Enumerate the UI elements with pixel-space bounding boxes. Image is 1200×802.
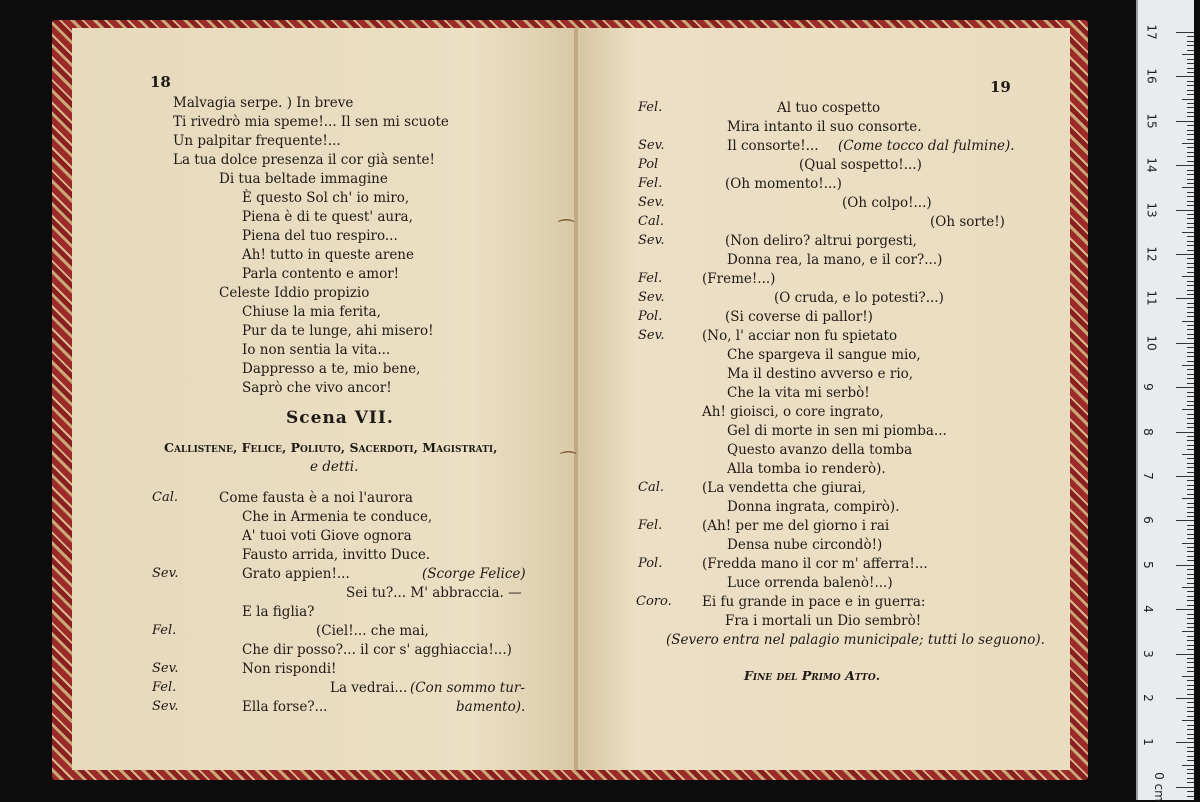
ruler-tick [1187, 267, 1194, 268]
ruler-tick [1187, 316, 1194, 317]
stage-direction: (Come tocco dal fulmine). [838, 138, 1015, 154]
ruler-label: 17 [1144, 24, 1159, 40]
ruler-tick [1187, 374, 1194, 375]
dialogue-line: (Ciel!... che mai, [316, 623, 429, 639]
speaker: Coro. [636, 594, 672, 609]
ruler-tick [1187, 361, 1194, 362]
speaker: Fel. [152, 680, 177, 695]
ruler-tick [1187, 214, 1194, 215]
speaker: Pol. [638, 309, 663, 324]
dialogue-line: Al tuo cospetto [777, 100, 881, 116]
ruler-tick [1187, 560, 1194, 561]
ruler-tick [1176, 698, 1194, 699]
ruler-tick [1176, 432, 1194, 433]
ruler-tick [1187, 94, 1194, 95]
ruler-tick [1187, 245, 1194, 246]
ruler-tick [1187, 352, 1194, 353]
ruler-tick [1182, 454, 1194, 455]
dialogue-line: E la figlia? [242, 604, 315, 620]
ruler-tick [1187, 281, 1194, 282]
dialogue-line: Alla tomba io renderò). [727, 461, 886, 477]
ruler-tick [1187, 591, 1194, 592]
ruler-tick [1187, 574, 1194, 575]
ruler-tick [1187, 294, 1194, 295]
ruler-tick [1182, 587, 1194, 588]
ruler-tick [1187, 134, 1194, 135]
dialogue-line: La vedrai... [330, 680, 408, 696]
ruler-tick [1187, 605, 1194, 606]
verse-line: Un palpitar frequente!... [173, 133, 341, 149]
ruler-tick [1187, 747, 1194, 748]
ruler-tick [1176, 520, 1194, 521]
ruler-tick [1187, 272, 1194, 273]
ruler-tick [1187, 640, 1194, 641]
verse-line: Pur da te lunge, ahi misero! [242, 323, 434, 339]
speaker: Pol. [638, 556, 663, 571]
ruler-tick [1187, 547, 1194, 548]
ruler-tick [1187, 627, 1194, 628]
dialogue-line: Ah! gioisci, o core ingrato, [702, 404, 884, 420]
stage-direction: (Con sommo tur- [410, 680, 525, 696]
ruler-tick [1187, 694, 1194, 695]
cast-list: Callistene, Felice, Poliuto, Sacerdoti, Magistrati, [164, 440, 498, 455]
ruler-tick [1187, 418, 1194, 419]
speaker: Sev. [638, 328, 665, 343]
dialogue-line: (O cruda, e lo potesti?...) [774, 290, 944, 306]
ruler-tick [1187, 512, 1194, 513]
ruler-tick [1187, 662, 1194, 663]
dialogue-line: Il consorte!... [727, 138, 819, 154]
ruler-tick [1187, 90, 1194, 91]
verse-line: Di tua beltade immagine [219, 171, 388, 187]
ruler-tick [1187, 751, 1194, 752]
ruler-label: 10 [1144, 335, 1159, 351]
ruler-tick [1187, 396, 1194, 397]
ruler-tick [1176, 32, 1194, 33]
ruler-tick [1187, 50, 1194, 51]
stage-direction: (Severo entra nel palagio municipale; tutti lo seguono). [666, 632, 1045, 648]
verse-line: Dappresso a te, mio bene, [242, 361, 421, 377]
verse-line: Io non sentia la vita... [242, 342, 391, 358]
dialogue-line: (No, l' acciar non fu spietato [702, 328, 898, 344]
ruler-label: 5 [1140, 560, 1155, 569]
dialogue-line: Ei fu grande in pace e in guerra: [702, 594, 926, 610]
ruler-tick [1187, 59, 1194, 60]
dialogue-line: (Qual sospetto!...) [799, 157, 922, 173]
ruler-tick [1182, 187, 1194, 188]
ruler-tick [1187, 796, 1194, 797]
ruler-tick [1182, 276, 1194, 277]
ruler-tick [1187, 258, 1194, 259]
speaker: Sev. [638, 290, 665, 305]
ruler-tick [1187, 218, 1194, 219]
ruler-tick [1187, 507, 1194, 508]
ruler-label: 2 [1140, 694, 1155, 702]
ruler-tick [1187, 196, 1194, 197]
ruler-tick [1182, 99, 1194, 100]
binding-thread: ⁀ [559, 220, 574, 241]
ruler-tick [1182, 765, 1194, 766]
ruler-tick [1187, 445, 1194, 446]
ruler-tick [1187, 338, 1194, 339]
ruler-tick [1187, 440, 1194, 441]
ruler-tick [1187, 600, 1194, 601]
ruler-tick [1187, 702, 1194, 703]
cast-list-continued: e detti. [310, 459, 359, 475]
speaker: Sev. [638, 138, 665, 153]
ruler-tick [1187, 227, 1194, 228]
dialogue-line: (Oh sorte!) [930, 214, 1005, 230]
ruler-tick [1182, 143, 1194, 144]
ruler-tick [1187, 551, 1194, 552]
ruler-tick [1187, 680, 1194, 681]
ruler-tick [1187, 791, 1194, 792]
speaker: Sev. [638, 233, 665, 248]
ruler-tick [1176, 254, 1194, 255]
dialogue-line: (Ah! per me del giorno i rai [702, 518, 890, 534]
ruler-tick [1187, 556, 1194, 557]
ruler-tick [1187, 170, 1194, 171]
ruler-tick [1187, 72, 1194, 73]
scene-title: Scena VII. [286, 408, 394, 428]
dialogue-line: Che in Armenia te conduce, [242, 509, 433, 525]
dialogue-line: Donna ingrata, compirò). [727, 499, 900, 515]
ruler-tick [1187, 716, 1194, 717]
ruler-tick [1182, 365, 1194, 366]
ruler-tick [1187, 711, 1194, 712]
ruler-tick [1187, 116, 1194, 117]
ruler-label: 16 [1144, 68, 1159, 85]
stage-direction: (Scorge Felice) [422, 566, 526, 582]
ruler-tick [1187, 347, 1194, 348]
ruler-tick [1187, 449, 1194, 450]
ruler-tick [1187, 760, 1194, 761]
dialogue-line: Luce orrenda balenò!...) [727, 575, 893, 591]
ruler-tick [1187, 356, 1194, 357]
speaker: Sev. [638, 195, 665, 210]
ruler-tick [1187, 414, 1194, 415]
ruler-tick [1187, 583, 1194, 584]
speaker: Fel. [638, 271, 663, 286]
ruler-tick [1187, 778, 1194, 779]
ruler-tick [1187, 45, 1194, 46]
ruler-tick [1182, 54, 1194, 55]
ruler-tick [1187, 485, 1194, 486]
dialogue-line: A' tuoi voti Giove ognora [242, 528, 412, 544]
ruler-tick [1187, 107, 1194, 108]
verse-line: Malvagia serpe. ) In breve [173, 95, 354, 111]
speaker: Pol [638, 157, 659, 172]
ruler-tick [1187, 658, 1194, 659]
ruler-tick [1187, 156, 1194, 157]
ruler-tick [1187, 174, 1194, 175]
speaker: Fel. [638, 176, 663, 191]
dialogue-line: Ma il destino avverso e rio, [727, 366, 914, 382]
dialogue-line: Che spargeva il sangue mio, [727, 347, 921, 363]
ruler-tick [1187, 645, 1194, 646]
ruler-tick [1182, 409, 1194, 410]
ruler-tick [1187, 68, 1194, 69]
ruler-tick [1187, 569, 1194, 570]
ruler-tick [1187, 223, 1194, 224]
ruler-tick [1187, 636, 1194, 637]
ruler-tick [1187, 529, 1194, 530]
verse-line: Ti rivedrò mia speme!... Il sen mi scuote [173, 114, 449, 130]
ruler-tick [1182, 321, 1194, 322]
ruler-tick [1187, 756, 1194, 757]
ruler-tick [1182, 720, 1194, 721]
ruler-tick [1187, 472, 1194, 473]
ruler-tick [1187, 290, 1194, 291]
ruler-tick [1187, 41, 1194, 42]
speaker: Fel. [152, 623, 177, 638]
measuring-ruler [1136, 0, 1194, 800]
stage-direction: bamento). [456, 699, 526, 715]
ruler-tick [1187, 405, 1194, 406]
ruler-tick [1187, 667, 1194, 668]
ruler-tick [1176, 165, 1194, 166]
ruler-tick [1187, 689, 1194, 690]
verse-line: Chiuse la mia ferita, [242, 304, 381, 320]
ruler-tick [1187, 480, 1194, 481]
ruler-label: 4 [1140, 605, 1155, 614]
ruler-tick [1187, 152, 1194, 153]
ruler-tick [1176, 787, 1194, 788]
ruler-tick [1187, 392, 1194, 393]
ruler-tick [1187, 369, 1194, 370]
dialogue-line: Non rispondi! [242, 661, 337, 677]
ruler-tick [1182, 232, 1194, 233]
dialogue-line: (Oh colpo!...) [842, 195, 932, 211]
ruler-tick [1187, 241, 1194, 242]
ruler-tick [1187, 503, 1194, 504]
ruler-tick [1187, 516, 1194, 517]
verse-line: La tua dolce presenza il cor già sente! [173, 152, 435, 168]
speaker: Cal. [638, 480, 664, 495]
ruler-tick [1187, 334, 1194, 335]
verse-line: Piena del tuo respiro... [242, 228, 398, 244]
ruler-tick [1187, 183, 1194, 184]
ruler-label: 8 [1140, 427, 1155, 436]
ruler-tick [1182, 676, 1194, 677]
ruler-tick [1187, 236, 1194, 237]
dialogue-line: Donna rea, la mano, e il cor?...) [727, 252, 943, 268]
ruler-tick [1187, 649, 1194, 650]
ruler-tick [1187, 734, 1194, 735]
ruler-tick [1187, 534, 1194, 535]
ruler-tick [1187, 623, 1194, 624]
verse-line: Saprò che vivo ancor! [242, 380, 392, 396]
dialogue-line: (Oh momento!...) [725, 176, 842, 192]
dialogue-line: Grato appien!... [242, 566, 350, 582]
dialogue-line: Ella forse?... [242, 699, 328, 715]
ruler-label: 12 [1144, 246, 1159, 262]
ruler-tick [1187, 596, 1194, 597]
ruler-tick [1176, 76, 1194, 77]
ruler-tick [1187, 325, 1194, 326]
page-number: 18 [150, 73, 171, 91]
verse-line: Piena è di te quest' aura, [242, 209, 413, 225]
dialogue-line: Che dir posso?... il cor s' agghiaccia!...) [242, 642, 512, 658]
ruler-tick [1187, 201, 1194, 202]
dialogue-line: Gel di morte in sen mi piomba... [727, 423, 947, 439]
ruler-tick [1187, 130, 1194, 131]
ruler-tick [1187, 427, 1194, 428]
ruler-tick [1187, 179, 1194, 180]
ruler-tick [1176, 298, 1194, 299]
ruler-tick [1187, 614, 1194, 615]
verse-line: Ah! tutto in queste arene [242, 247, 414, 263]
dialogue-line: (La vendetta che giurai, [702, 480, 867, 496]
dialogue-line: Fausto arrida, invitto Duce. [242, 547, 431, 563]
ruler-tick [1182, 498, 1194, 499]
ruler-tick [1176, 387, 1194, 388]
ruler-tick [1187, 671, 1194, 672]
dialogue-line: Come fausta è a noi l'aurora [219, 490, 413, 506]
verse-line: È questo Sol ch' io miro, [242, 190, 410, 206]
ruler-tick [1187, 538, 1194, 539]
ruler-tick [1187, 729, 1194, 730]
speaker: Cal. [152, 490, 178, 505]
ruler-tick [1182, 543, 1194, 544]
ruler-tick [1187, 738, 1194, 739]
page-number: 19 [990, 78, 1011, 96]
ruler-tick [1187, 458, 1194, 459]
ruler-tick [1182, 631, 1194, 632]
ruler-tick [1176, 210, 1194, 211]
ruler-tick [1176, 343, 1194, 344]
dialogue-line: Fra i mortali un Dio sembrò! [725, 613, 922, 629]
ruler-tick [1187, 685, 1194, 686]
ruler-tick [1187, 161, 1194, 162]
dialogue-line: (Si coverse di pallor!) [725, 309, 873, 325]
ruler-label: 15 [1144, 113, 1159, 129]
ruler-tick [1187, 63, 1194, 64]
ruler-label: 1 [1140, 738, 1155, 747]
ruler-tick [1176, 654, 1194, 655]
ruler-tick [1187, 205, 1194, 206]
verse-line: Celeste Iddio propizio [219, 285, 370, 301]
speaker: Fel. [638, 518, 663, 533]
ruler-tick [1187, 125, 1194, 126]
ruler-tick [1187, 112, 1194, 113]
ruler-tick [1187, 307, 1194, 308]
ruler-tick [1187, 85, 1194, 86]
ruler-tick [1187, 285, 1194, 286]
ruler-tick [1187, 329, 1194, 330]
ruler-tick [1176, 565, 1194, 566]
ruler-tick [1187, 139, 1194, 140]
ruler-tick [1176, 742, 1194, 743]
dialogue-line: Questo avanzo della tomba [727, 442, 913, 458]
verse-line: Parla contento e amor! [242, 266, 400, 282]
binding-thread: ⁀ [561, 452, 576, 473]
ruler-tick [1187, 725, 1194, 726]
dialogue-line: Sei tu?... M' abbraccia. — [346, 585, 522, 601]
ruler-tick [1187, 36, 1194, 37]
dialogue-line: (Fredda mano il cor m' afferra!... [702, 556, 928, 572]
ruler-tick [1187, 383, 1194, 384]
dialogue-line: (Freme!...) [702, 271, 776, 287]
ruler-label: 13 [1144, 201, 1159, 218]
speaker: Sev. [152, 699, 179, 714]
ruler-tick [1187, 707, 1194, 708]
speaker: Fel. [638, 100, 663, 115]
dialogue-line: Mira intanto il suo consorte. [727, 119, 922, 135]
ruler-tick [1187, 525, 1194, 526]
ruler-tick [1187, 489, 1194, 490]
left-page [72, 28, 575, 770]
act-end-title: Fine del Primo Atto. [744, 668, 881, 683]
ruler-tick [1176, 609, 1194, 610]
ruler-label: 14 [1144, 157, 1159, 173]
dialogue-line: Densa nube circondò!) [727, 537, 883, 553]
ruler-tick [1187, 312, 1194, 313]
ruler-tick [1187, 769, 1194, 770]
dialogue-line: Che la vita mi serbò! [727, 385, 870, 401]
ruler-tick [1187, 618, 1194, 619]
ruler-label: 7 [1140, 472, 1155, 480]
ruler-tick [1187, 463, 1194, 464]
ruler-tick [1187, 81, 1194, 82]
ruler-tick [1187, 436, 1194, 437]
ruler-tick [1187, 578, 1194, 579]
ruler-label: 11 [1144, 290, 1159, 307]
ruler-tick [1187, 494, 1194, 495]
ruler-tick [1187, 378, 1194, 379]
speaker: Sev. [152, 566, 179, 581]
ruler-tick [1187, 303, 1194, 304]
speaker: Cal. [638, 214, 664, 229]
ruler-tick [1176, 121, 1194, 122]
ruler-tick [1187, 782, 1194, 783]
ruler-tick [1187, 423, 1194, 424]
ruler-label: 3 [1140, 649, 1155, 658]
dialogue-line: (Non deliro? altrui porgesti, [725, 233, 917, 249]
ruler-tick [1187, 467, 1194, 468]
ruler-tick [1187, 263, 1194, 264]
ruler-label: 6 [1140, 516, 1155, 525]
ruler-tick [1187, 147, 1194, 148]
speaker: Sev. [152, 661, 179, 676]
ruler-tick [1176, 476, 1194, 477]
ruler-label: 0 cm [1151, 771, 1166, 802]
right-page [578, 28, 1070, 770]
ruler-tick [1187, 773, 1194, 774]
ruler-tick [1187, 250, 1194, 251]
ruler-tick [1187, 401, 1194, 402]
ruler-tick [1187, 103, 1194, 104]
ruler-label: 9 [1140, 383, 1155, 392]
ruler-tick [1187, 192, 1194, 193]
